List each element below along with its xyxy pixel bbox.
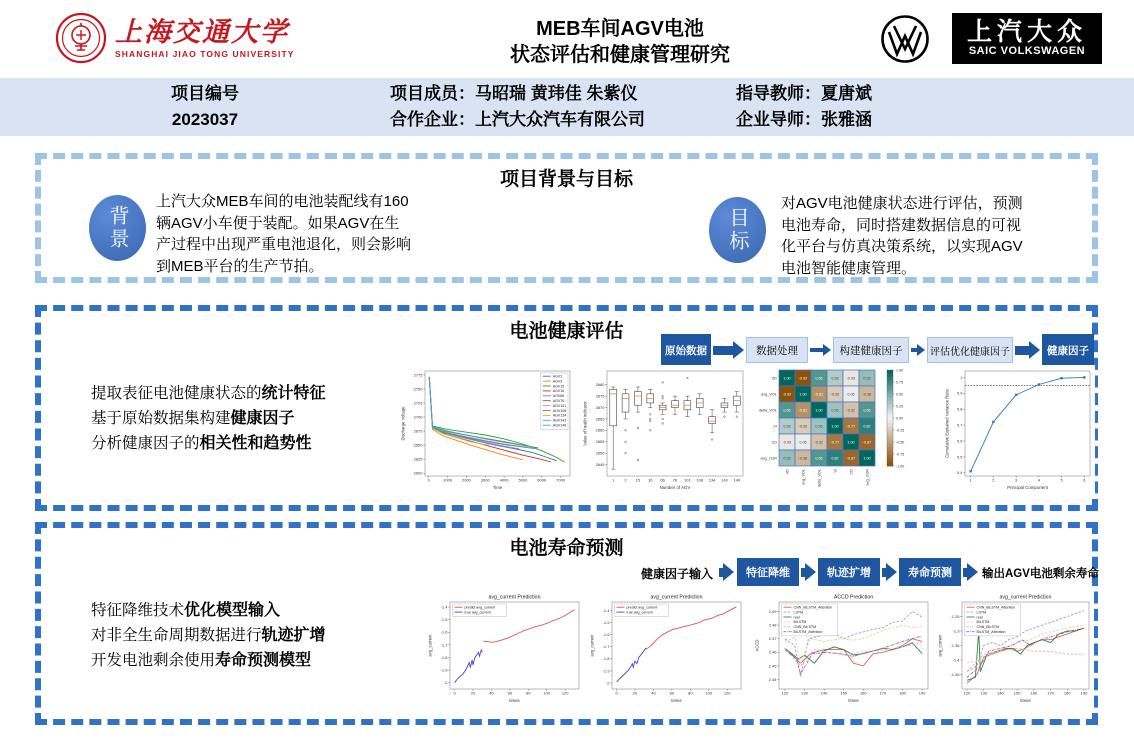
svg-text:VI: VI: [773, 424, 777, 429]
svg-text:times: times: [671, 698, 682, 703]
sjtu-logo: [55, 12, 295, 64]
svg-text:2.49: 2.49: [768, 608, 777, 614]
svg-text:-1.8: -1.8: [440, 654, 448, 660]
svg-text:0.9: 0.9: [956, 390, 963, 396]
svg-text:0.7: 0.7: [956, 422, 963, 428]
svg-text:180: 180: [1063, 690, 1071, 696]
svg-text:190: 190: [1080, 690, 1088, 696]
svg-text:0.05: 0.05: [847, 392, 855, 397]
flow-box-build-health-indicator: 构建健康因子: [833, 337, 909, 363]
chart-discharge-voltage: [399, 365, 575, 496]
svg-text:AGV15: AGV15: [552, 384, 565, 389]
svg-text:-0.38: -0.38: [798, 456, 808, 461]
svg-text:0.28: 0.28: [783, 424, 791, 429]
section2-title: 电池健康评估: [509, 321, 624, 342]
svg-text:0.75: 0.75: [896, 380, 903, 385]
mentor-label: 企业导师：: [736, 110, 821, 129]
svg-text:CD: CD: [849, 469, 854, 475]
bullet-line: 特征降维技术优化模型输入: [91, 602, 281, 619]
svg-text:LSTM: LSTM: [793, 610, 804, 615]
svg-text:-2: -2: [605, 680, 610, 686]
svg-text:AGV2: AGV2: [552, 379, 563, 384]
svg-text:1.00: 1.00: [863, 456, 871, 461]
arrow-icon: [801, 560, 816, 584]
svg-text:times: times: [848, 698, 859, 703]
mentor-value: 张雅涵: [821, 110, 872, 129]
svg-text:0.00: 0.00: [896, 416, 903, 421]
svg-text:2.48: 2.48: [768, 622, 777, 628]
svg-text:real: real: [793, 615, 800, 620]
svg-text:80: 80: [526, 690, 531, 696]
svg-text:avg_current Prediction: avg_current Prediction: [650, 594, 703, 601]
svg-text:-1.25: -1.25: [950, 613, 960, 619]
svg-text:BiLSTM_Attention: BiLSTM_Attention: [976, 630, 1006, 634]
svg-text:-0.32: -0.32: [846, 408, 856, 413]
svg-text:true avg_current: true avg_current: [464, 610, 491, 615]
svg-text:-1.6: -1.6: [440, 629, 448, 635]
svg-text:0.8: 0.8: [956, 406, 963, 412]
vw-logo-icon: [880, 14, 930, 64]
svg-text:150: 150: [840, 690, 848, 696]
svg-text:2725: 2725: [413, 400, 423, 406]
arrow-icon: [1015, 336, 1040, 364]
sjtu-name-zh: 上海交通大学: [115, 16, 289, 48]
saic-logo-en: SAIC VOLKSWAGEN: [968, 45, 1086, 57]
svg-text:0.6: 0.6: [956, 438, 963, 444]
section3-bullets: [91, 598, 326, 673]
svg-text:160: 160: [1030, 690, 1038, 696]
saic-logo-zh: 上汽大众: [966, 18, 1087, 46]
svg-text:-0.26: -0.26: [798, 424, 808, 429]
svg-text:-0.77: -0.77: [830, 440, 840, 445]
goal-badge-label: 目标: [726, 207, 748, 253]
svg-text:BiLSTM: BiLSTM: [976, 620, 990, 625]
svg-text:180: 180: [899, 690, 906, 696]
svg-text:5000: 5000: [518, 477, 528, 483]
svg-text:130: 130: [980, 690, 988, 696]
section3-title: 电池寿命预测: [509, 538, 624, 559]
flow-box-evaluate-optimize: 评估优化健康因子: [927, 337, 1013, 363]
svg-text:0.28: 0.28: [831, 376, 839, 381]
svg-text:160: 160: [859, 690, 867, 696]
arrow-icon: [810, 343, 831, 357]
svg-text:avg_current Prediction: avg_current Prediction: [999, 594, 1052, 601]
svg-text:delta_VOL: delta_VOL: [759, 408, 777, 413]
bullet-line: 提取表征电池健康状态的统计特征: [91, 385, 326, 402]
svg-text:0.39: 0.39: [783, 456, 791, 461]
svg-text:80: 80: [688, 690, 693, 696]
section2-bullets: [91, 381, 326, 456]
svg-text:66: 66: [660, 477, 665, 483]
svg-text:-1.8: -1.8: [602, 656, 610, 662]
svg-text:0: 0: [615, 690, 618, 696]
section-life-prediction: [35, 522, 1098, 725]
svg-text:0: 0: [427, 477, 430, 483]
svg-text:-2: -2: [443, 680, 448, 686]
svg-text:-0.99: -0.99: [782, 392, 792, 397]
partner-value: 上汽大众汽车有限公司: [475, 110, 645, 129]
svg-text:-0.32: -0.32: [814, 440, 824, 445]
svg-text:avg_VOL: avg_VOL: [801, 469, 806, 485]
svg-text:0: 0: [453, 690, 456, 696]
svg-text:2655: 2655: [595, 439, 605, 445]
svg-text:3000: 3000: [480, 477, 490, 483]
saic-vw-logo: [952, 13, 1102, 64]
svg-text:6000: 6000: [537, 477, 547, 483]
bullet-line: 分析健康因子的相关性和趋势性: [91, 435, 312, 452]
svg-text:ACCD: ACCD: [754, 639, 760, 652]
arrow-icon: [882, 560, 897, 584]
svg-text:real: real: [976, 615, 983, 620]
svg-text:VD: VD: [785, 469, 790, 475]
svg-text:Discharge Voltage: Discharge Voltage: [400, 406, 406, 441]
svg-text:130: 130: [801, 690, 808, 696]
svg-text:4: 4: [1037, 477, 1040, 483]
svg-text:AGV66: AGV66: [552, 394, 565, 399]
svg-text:2750: 2750: [413, 386, 423, 392]
svg-text:predict avg_current: predict avg_current: [626, 605, 658, 610]
members-value: 马昭瑞 黄玮佳 朱紫仪: [475, 84, 638, 103]
svg-text:0.82: 0.82: [831, 456, 839, 461]
bullet-line: 开发电池剩余使用寿命预测模型: [91, 652, 312, 669]
svg-text:120: 120: [561, 690, 569, 696]
poster-title-line1: MEB车间AGV电池: [536, 18, 704, 40]
svg-text:avg_VOL: avg_VOL: [761, 392, 777, 397]
background-text: 上汽大众MEB车间的电池装配线有160辆AGV小车便于装配。如果AGV在生产过程中出现严重电池退化，则会影响到MEB平台的生产节拍。: [156, 193, 412, 275]
svg-text:-1.5: -1.5: [602, 619, 610, 625]
header: [0, 0, 1134, 76]
svg-text:-1.4: -1.4: [602, 607, 610, 613]
svg-text:CNN_BiLSTM_Attention: CNN_BiLSTM_Attention: [976, 605, 1016, 610]
svg-text:0.66: 0.66: [783, 408, 791, 413]
flow-box-trajectory-augment: 轨迹扩增: [818, 558, 880, 586]
section-background-goal: [35, 153, 1098, 283]
svg-text:AGV76: AGV76: [552, 399, 565, 403]
svg-text:2600: 2600: [413, 470, 423, 476]
svg-text:1000: 1000: [443, 477, 453, 483]
svg-text:-0.77: -0.77: [846, 424, 856, 429]
svg-text:VI: VI: [833, 469, 838, 473]
advisor-label: 指导教师：: [736, 84, 821, 103]
svg-text:-1.4: -1.4: [440, 604, 448, 610]
svg-text:Principal Component: Principal Component: [1007, 485, 1048, 490]
svg-text:-0.25: -0.25: [896, 428, 905, 433]
svg-text:0.05: 0.05: [799, 440, 807, 445]
svg-text:AGV16: AGV16: [552, 389, 565, 394]
svg-text:1: 1: [612, 477, 615, 483]
svg-text:-1.35: -1.35: [950, 642, 960, 648]
svg-text:134: 134: [708, 477, 716, 483]
svg-text:2670: 2670: [595, 404, 605, 410]
svg-text:140: 140: [820, 690, 828, 696]
background-badge: [89, 195, 146, 261]
svg-text:times: times: [1020, 698, 1031, 703]
svg-text:2675: 2675: [413, 428, 423, 434]
svg-text:CNN_BiLSTM: CNN_BiLSTM: [793, 625, 817, 630]
svg-text:2680: 2680: [595, 382, 605, 388]
svg-text:BiLSTM: BiLSTM: [793, 620, 807, 625]
svg-text:-0.09: -0.09: [846, 376, 856, 381]
flow-output-label: 输出AGV电池剩余寿命: [982, 568, 1099, 580]
svg-text:0.66: 0.66: [863, 408, 871, 413]
svg-text:0.39: 0.39: [863, 376, 871, 381]
svg-text:-0.50: -0.50: [896, 440, 905, 445]
svg-text:avg_CUR: avg_CUR: [865, 469, 870, 486]
svg-text:CNN_BiLSTM_Attention: CNN_BiLSTM_Attention: [793, 605, 833, 610]
svg-text:2700: 2700: [413, 414, 423, 420]
svg-text:2650: 2650: [413, 442, 423, 448]
svg-text:Time: Time: [492, 485, 503, 490]
svg-text:Number of AGV: Number of AGV: [659, 485, 691, 490]
svg-text:-1.9: -1.9: [440, 667, 448, 673]
svg-text:AGV149: AGV149: [552, 423, 567, 428]
svg-text:-1.7: -1.7: [440, 642, 448, 648]
chart-avg-current-models: [936, 590, 1094, 709]
svg-text:170: 170: [879, 690, 887, 696]
svg-text:15: 15: [635, 477, 641, 483]
svg-text:LSTM: LSTM: [976, 610, 987, 615]
svg-text:60: 60: [507, 690, 513, 696]
arrow-icon: [911, 343, 925, 357]
svg-text:-0.87: -0.87: [862, 440, 872, 445]
svg-text:150: 150: [1013, 690, 1021, 696]
section1-title: 项目背景与目标: [499, 169, 633, 190]
svg-text:6: 6: [1083, 477, 1086, 483]
svg-text:60: 60: [669, 690, 675, 696]
svg-text:120: 120: [723, 690, 731, 696]
svg-text:0.4: 0.4: [956, 470, 963, 476]
svg-text:0.66: 0.66: [815, 376, 823, 381]
svg-text:2645: 2645: [595, 461, 605, 467]
svg-text:predict avg_current: predict avg_current: [464, 605, 496, 610]
svg-text:-1.00: -1.00: [896, 464, 905, 469]
chart-health-indicator-boxplot: [581, 365, 749, 496]
svg-text:2650: 2650: [595, 450, 605, 456]
svg-text:7000: 7000: [556, 477, 566, 483]
svg-text:20: 20: [632, 690, 638, 696]
svg-text:1.00: 1.00: [799, 392, 807, 397]
svg-text:BiLSTM_Attention: BiLSTM_Attention: [793, 630, 823, 634]
advisor-block: [736, 81, 872, 133]
flow-box-raw-data: 原始数据: [661, 334, 711, 366]
svg-text:-0.75: -0.75: [896, 452, 905, 457]
svg-text:2.47: 2.47: [768, 636, 777, 642]
flow-box-life-prediction: 寿命预测: [899, 558, 961, 586]
svg-text:1.00: 1.00: [831, 424, 839, 429]
svg-text:AGV134: AGV134: [552, 413, 567, 418]
chart-accd-prediction: [753, 590, 933, 709]
svg-text:avg_current Prediction: avg_current Prediction: [488, 594, 541, 601]
svg-text:5: 5: [1060, 477, 1063, 483]
svg-text:ACCD Prediction: ACCD Prediction: [833, 594, 874, 601]
chart-pca-variance: [943, 365, 1095, 496]
svg-text:AGV108: AGV108: [552, 408, 567, 413]
svg-text:AGV1: AGV1: [552, 374, 563, 379]
svg-text:2.44: 2.44: [768, 676, 777, 682]
svg-text:1.00: 1.00: [847, 440, 855, 445]
svg-text:108: 108: [696, 477, 704, 483]
partner-label: 合作企业：: [390, 110, 475, 129]
svg-text:0.5: 0.5: [956, 454, 963, 460]
project-number-value: 2023037: [171, 110, 239, 129]
background-badge-label: 背景: [106, 205, 128, 251]
svg-text:Cumulative Explained Variance: Cumulative Explained Variance Ratio: [944, 389, 950, 458]
section-health-assessment: [35, 305, 1098, 511]
bullet-line: 基于原始数据集构建健康因子: [91, 410, 295, 427]
project-info-bar: [0, 78, 1134, 136]
svg-text:190: 190: [918, 690, 926, 696]
svg-text:AGV143: AGV143: [552, 418, 567, 423]
svg-text:avg_current: avg_current: [589, 634, 595, 657]
project-number-label: 项目编号: [171, 84, 239, 103]
svg-text:0.82: 0.82: [863, 424, 871, 429]
sjtu-emblem-icon: [55, 12, 107, 64]
svg-text:170: 170: [1047, 690, 1054, 696]
svg-text:143: 143: [721, 477, 728, 483]
members-label: 项目成员：: [390, 84, 475, 103]
svg-text:2.45: 2.45: [768, 663, 777, 669]
chart-correlation-heatmap: [753, 365, 939, 496]
poster-title-line2: 状态评估和健康管理研究: [510, 44, 730, 66]
svg-text:40: 40: [489, 690, 494, 696]
svg-text:-0.61: -0.61: [798, 408, 808, 413]
svg-text:0.36: 0.36: [815, 424, 823, 429]
svg-text:avg_CUR: avg_CUR: [760, 456, 777, 461]
svg-text:4000: 4000: [499, 477, 509, 483]
svg-text:-0.87: -0.87: [846, 456, 856, 461]
svg-text:100: 100: [705, 690, 713, 696]
svg-text:2: 2: [624, 477, 627, 483]
svg-text:0.25: 0.25: [896, 404, 903, 409]
svg-text:2000: 2000: [461, 477, 471, 483]
svg-text:true avg_current: true avg_current: [626, 610, 653, 615]
arrow-icon: [713, 336, 744, 364]
arrow-icon: [719, 560, 734, 584]
svg-text:100: 100: [543, 690, 551, 696]
project-number-block: [90, 81, 320, 133]
goal-badge: [709, 197, 766, 263]
svg-text:2775: 2775: [413, 372, 423, 378]
svg-text:AGV101: AGV101: [552, 403, 567, 408]
svg-text:2.46: 2.46: [768, 649, 777, 655]
svg-text:-1.3: -1.3: [952, 628, 960, 634]
svg-text:101: 101: [684, 477, 691, 483]
svg-text:2625: 2625: [413, 456, 423, 462]
goal-text: 对AGV电池健康状态进行评估，预测电池寿命，同时搭建数据信息的可视化平台与仿真决策系统，以实现AGV电池智能健康管理。: [781, 195, 1023, 277]
svg-text:1.00: 1.00: [896, 368, 903, 373]
svg-text:1.00: 1.00: [815, 408, 823, 413]
svg-text:2660: 2660: [595, 427, 605, 433]
svg-text:2665: 2665: [595, 416, 605, 422]
svg-text:-1.5: -1.5: [440, 617, 448, 623]
svg-text:0.50: 0.50: [896, 392, 903, 397]
advisor-value: 夏唐斌: [821, 84, 872, 103]
members-block: [390, 81, 645, 133]
flow-box-data-processing: 数据处理: [746, 337, 808, 363]
svg-text:2675: 2675: [595, 393, 605, 399]
svg-text:-0.09: -0.09: [782, 440, 792, 445]
svg-text:-0.99: -0.99: [798, 376, 808, 381]
svg-text:-1.7: -1.7: [602, 644, 610, 650]
poster-title: [430, 16, 810, 68]
svg-text:delta_VOL: delta_VOL: [817, 469, 822, 487]
svg-text:0.36: 0.36: [831, 408, 839, 413]
svg-text:avg_current: avg_current: [937, 634, 943, 657]
svg-text:120: 120: [781, 690, 789, 696]
svg-text:-0.61: -0.61: [814, 392, 824, 397]
svg-text:-1.9: -1.9: [602, 668, 610, 674]
chart-avg-current-prediction-2: [588, 590, 746, 709]
svg-text:1: 1: [969, 477, 972, 483]
svg-text:1: 1: [960, 374, 963, 380]
bullet-line: 对非全生命周期数据进行轨迹扩增: [91, 627, 326, 644]
flow-input-label: 健康因子输入: [641, 567, 714, 581]
svg-text:VD: VD: [771, 376, 777, 381]
svg-text:avg_current: avg_current: [427, 634, 433, 657]
svg-text:-1.6: -1.6: [602, 632, 610, 638]
svg-text:times: times: [509, 698, 520, 703]
flow-box-health-indicator: 健康因子: [1042, 334, 1094, 366]
flow-box-feature-reduction: 特征降维: [737, 558, 799, 586]
svg-text:-1.45: -1.45: [950, 671, 960, 677]
svg-text:76: 76: [672, 477, 678, 483]
svg-text:3: 3: [1015, 477, 1018, 483]
svg-text:Value of health indicator: Value of health indicator: [582, 401, 588, 446]
svg-text:149: 149: [733, 477, 741, 483]
svg-text:2: 2: [992, 477, 995, 483]
svg-text:140: 140: [997, 690, 1004, 696]
svg-text:1.00: 1.00: [783, 376, 791, 381]
sjtu-name-en: SHANGHAI JIAO TONG UNIVERSITY: [115, 48, 295, 59]
svg-text:40: 40: [651, 690, 656, 696]
svg-text:CNN_BiLSTM: CNN_BiLSTM: [976, 625, 1000, 630]
svg-text:16: 16: [648, 477, 653, 483]
svg-text:20: 20: [470, 690, 476, 696]
arrow-icon: [963, 560, 978, 584]
svg-text:0.66: 0.66: [815, 456, 823, 461]
svg-text:120: 120: [963, 690, 971, 696]
svg-text:-1.4: -1.4: [952, 657, 960, 663]
svg-text:-0.26: -0.26: [830, 392, 840, 397]
chart-avg-current-prediction-1: [426, 590, 584, 709]
svg-text:-0.38: -0.38: [862, 392, 872, 397]
svg-text:CD: CD: [771, 440, 777, 445]
